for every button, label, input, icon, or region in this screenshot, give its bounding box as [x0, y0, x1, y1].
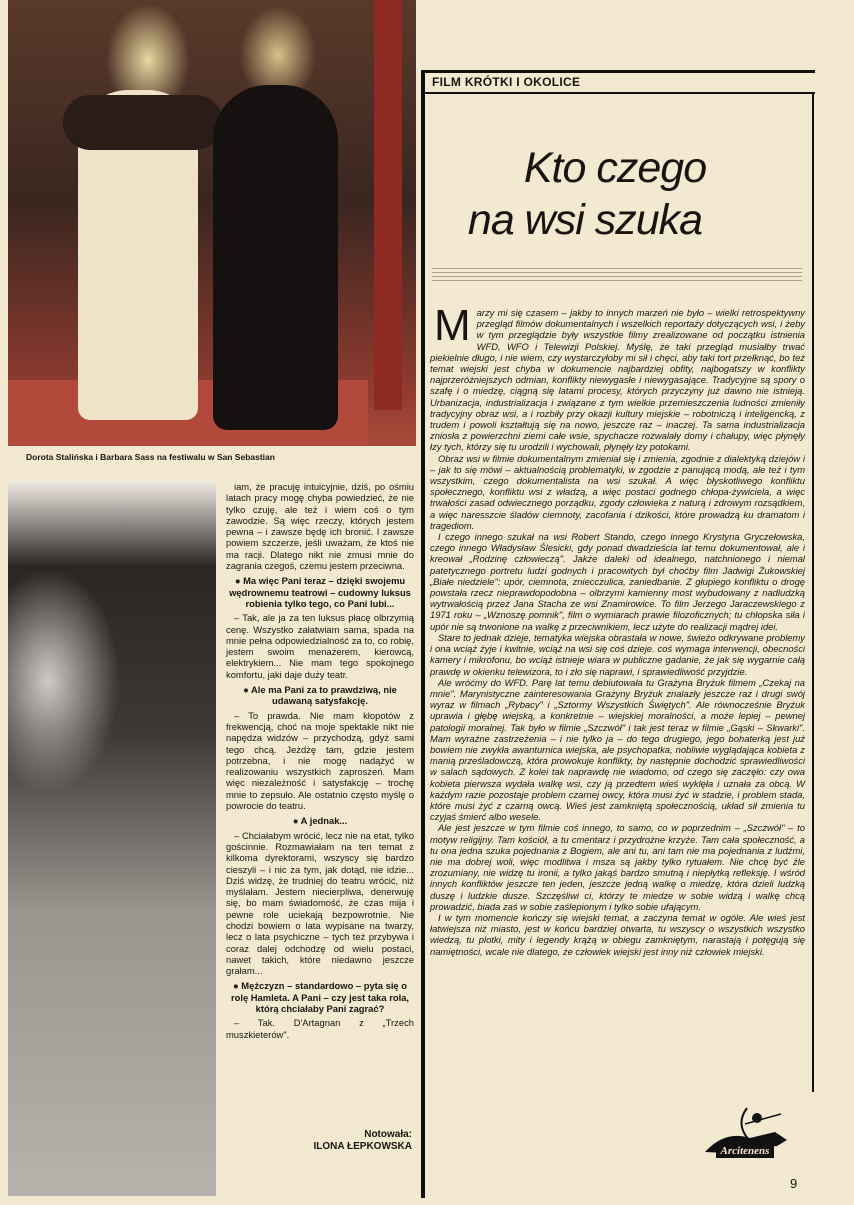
page-number: 9 — [790, 1176, 798, 1191]
article-paragraph: Obraz wsi w filmie dokumentalnym zmieniał się i zmienia, zgodnie z dialektyką dziejów i – jak to się mówi – aktualnością problematyki, w zgodzie z panującą modą, ale też i tym wszystkim, czego dokumentalista na wsi szukał. A więc błyskotliwego konfliktu społecznego, konfliktu wsi z władzą, a więc postaci godnego chłopa-żywiciela, a więc trwałości zasad odwiecznego porządku, zgody człowieka z naturą i zdrowym rozsądkiem, a więc naresszcie śladów ciemnoty, zacofania i dzikości, które prowadzą ku dramatom i tragediom. — [430, 452, 805, 531]
signature — [226, 1129, 412, 1153]
interview-answer: iam, że pracuję intuicyjnie, dziś, po ośmiu latach pracy mogę chyba powiedzieć, że nie tylko czuję, ale też i wiem coś o tym zawodzie. Są więc rzeczy, których jestem pewna – i zawsze będę ich bronić. I zawsze powiem szczerze, jeśli uważam, że ktoś nie ma racji. Dlatego nikt nie zmusi mnie do zagrania czegoś, czemu jestem przeciwna. — [226, 481, 414, 572]
portrait-photo — [8, 481, 216, 1196]
arcitenens-logo — [690, 1092, 800, 1167]
interview-question: ● A jednak... — [292, 815, 348, 827]
interview-answer: – Tak. D'Artagnan z „Trzech muszkieterów". — [226, 1017, 414, 1040]
section-label: FILM KRÓTKI I OKOLICE — [432, 75, 581, 89]
article-body — [430, 301, 805, 957]
drop-cap: M — [434, 301, 471, 350]
signature-label: Notowała: — [364, 1129, 412, 1140]
section-rule-top — [425, 70, 815, 73]
signature-name: ILONA ŁEPKOWSKA — [313, 1141, 412, 1152]
interview-column — [226, 481, 414, 1042]
logo-text: Arcitenens — [716, 1144, 775, 1158]
interview-question: ● Ale ma Pani za to prawdziwą, nie udawaną satysfakcję. — [243, 684, 397, 707]
photo-fur-stole — [63, 95, 223, 150]
article-paragraph: I czego innego szukał na wsi Robert Stando, czego innego Krystyna Gryczełowska, czego innego Władysław Ślesicki, gdy ponad dwadzieścia lat temu dokumentował, ale i kreował „Rodzinę człowieczą". Jakże daleki od idealnego, natchnionego i niemal patetycznego portretu ludzi godnych i pracowitych był choćby film Jadwigi Żukowskiej „Białe niedziele": upór, ciemnota, zniecczulica, zaniedbanie. Z głupiego konfliktu o drogę powstała rzecz nieprawdopodobna – olbrzymi kamienny most wybudowany z nadludzką wytrwałością przez Jana Stacha ze wsi Znamirowice. To film Jerzego Jaraczewskiego z 1971 roku – „Wznoszę pomnik", film o wymiarach prawie filozoficznych; tu chłopska siła i upór nie są trwonione na walkę z przeciwnikiem, lecz użyte do realizacji mądrej idei. — [430, 531, 805, 632]
article-paragraph: Ale wróćmy do WFD. Parę lat temu debiutowała tu Grażyna Bryżuk filmem „Czekaj na mnie". Marynistyczne zainteresowania Grażyny Bryżuk znalazły jeszcze raz i drugi swój wyraz w filmach „Rybacy" i „Sztormy Wszystkich Świętych". Ale równocześnie Bryżuk uprawia i głębę wiejską, a konkretnie – wiejskiej moralności, a może lepiej – pewnej patologii moralnej. Tak było w filmie „Szczwół" i tak jest teraz w filmie „Gąski – Skwarki". Mam wyraźne zastrzeżenia – i nie tylko ja – do tego drugiego, jego bohaterką jest już bowiem nie zwykła awanturnica wiejska, ale psychopatka, nobliwie wyglądająca kobieta z manią prześladowczą, która prowokuje konflikty, by następnie dochodzić sprawiedliwości w salach sądowych. Z kolei tak naprawdę nie wiadomo, od czego się zaczęło: czy owa kobieta pierwsza wydała walkę wsi, czy ją przedtem wieś wyklęła i uznała za obcą. W każdym razie pozostaje problem czarnej owcy, która musi żyć w stadzie, i problem stada, które musi żyć z czarną owcą. Wieś jest zamkniętą społecznością, układ sił zmienia tu czyjaś śmierć albo wesele. — [430, 676, 805, 823]
article-paragraph-text: arzy mi się czasem – jakby to innych marzeń nie było – wielki retrospektywny przegląd filmów dokumentalnych i wszelkich reportaży dotyczących wsi, i żeby w tym przeglądzie były wszystkie filmy zrealizowane od początku istnienia WFD, WFO i Telewizji Polskiej. Myślę, że taki przegląd musiałby trwać piekielnie długo, i nie wiem, czy wystarczyłoby mi sił i chęci, aby taki tort przełknąć, bo też temat wiejski jest chyba w dokumencie najbardziej obfity, najbogatszy w konflikty najprzeróżniejszych odmian, konflikty niewygasłe i niewygasające. Tradycyjne są spory o szafę i o miedzę, ciągną się latami procesy, których przyczyny już dawno nie istnieją. Urbanizacja, industrializacja i związane z tym wielkie przemieszczenia ludności zmieniły tradycyjny obraz wsi, a i rozbiły przy okazji kultury miejskie – robotniczą i inteligencką, z trudem i powoli kształtują się na nowo, jeszcze raz – inaczej. Ta sama industrializacja zniosła z powierzchni ziemi całe wsie, spychacze rozwalały domy i chałupy, więc płynęły łzy tych, którzy się tu urodzili i wychowali, płynęły łzy potokami. — [430, 307, 805, 453]
interview-question: ● Mężczyzn – standardowo – pyta się o rolę Hamleta. A Pani – czy jest taka rola, którą chciałaby Pani zagrać? — [230, 980, 410, 1015]
article-paragraph: Stare to jednak dzieje, tematyka wiejska obrastała w nowe, świeżo odkrywane problemy i ona wciąż żyje i kwitnie, wciąż na wsi się coś dzieje. coś wymaga interwencji, obecności kamery i mikrofonu, bo wciąż istnieje wiara w publiczne gadanie, że jak się wygarnie całą prawdę w okienku telewizora, to i zło się naprawi, i sprawiedliwość przyjdzie. — [430, 631, 805, 677]
photo-caption: Dorota Stalińska i Barbara Sass na festiwalu w San Sebastian — [26, 452, 275, 462]
festival-photo — [8, 0, 416, 446]
interview-answer: – Chciałabym wrócić, lecz nie na etat, tylko gościnnie. Rozmawiałam na ten temat z kilkoma dyrektorami, wszyscy się bardzo cieszyli – i nic za tym, jak dotąd, nie idzie... Dziś widzę, że trudniej do teatru wrócić, niż myślałam. Jestem niecierpliwa, denerwuję się, bo mam świadomość, że czas mija i pewne role uciekają bezpowrotnie. Nie chodzi bowiem o lata wypisane na twarzy, lecz o lata psychiczne – tych też przybywa i coraz dalej odchodzę od wielu postaci, nawet takich, które niedawno jeszcze grałam... — [226, 829, 414, 977]
article-paragraph: I w tym momencie kończy się wiejski temat, a zaczyna temat w ogóle. Ale wieś jest łatwiejsza niż miasto, jest w końcu bardziej otwarta, tu wszyscy o wszystkich wszystko wiedzą, tu plotki, mity i legendy krążą w obiegu zamkniętym, narastają i potęgują się namiętności, wcale nie dlatego, że człowiek wiejski jest inny niż człowiek miejski. — [430, 911, 805, 957]
section-rule-bottom — [425, 92, 815, 94]
right-border — [812, 92, 814, 1092]
interview-answer: – To prawda. Nie mam kłopotów z frekwencją, choć na moje spektakle nikt nie napędza widzów – przychodzą, gdyż sami tego chcą. Jeżdżę tam, gdzie jestem potrzebna, i nie mogę nadążyć w realizowaniu wszystkich zaproszeń. Mam więc niezależność i satysfakcję – trochę mnie to zepsuło. Ale ostatnio często myślę o powrocie do teatru. — [226, 709, 414, 812]
title-underline-rules — [432, 268, 802, 284]
article-paragraph: Ale jest jeszcze w tym filmie coś innego, to samo, co w poprzednim – „Szczwół" – to motyw religijny. Tam kościół, a tu cmentarz i przydrożne krzyże. Tam cała społeczność, a tu ona jedna szuka pojednania z Bogiem, ale ani tu, ani tam nie ma pojednania z ludźmi, nie ma dobrej woli, więc modlitwa i msza są jakby tylko rytuałem. Nie chcę być źle zrozumiany, nie widzę tu ironii, a tylko jakąś bardzo smutną i niepłytką refleksję. I wśród innych konfliktów jeszcze ten jeden, jeszcze jedną walkę o miedzę, która dzieli ludzką duszę i ludzkie dusze. Szczęśliwi ci, którzy te miedze w sobie widzą i walkę chcą prowadzić, biada zaś w sobie zaślepionym i tylko sobie ufającym. — [430, 822, 805, 912]
photo-figure-dark-dress — [213, 85, 338, 430]
article-title — [440, 142, 790, 246]
title-line-2: na wsi szuka — [467, 196, 703, 244]
article-paragraph — [430, 301, 805, 453]
interview-answer: – Tak, ale ja za ten luksus płacę olbrzymią cenę. Wszystko załatwiam sama, spada na mnie pełna odpowiedzialność za to, co robię, jestem swoim menażerem, kierowcą, elektrykiem... Nie mam tego spokojnego komfortu, jaki daje duży teatr. — [226, 612, 414, 680]
title-line-1: Kto czego — [523, 144, 707, 192]
interview-question: ● Ma więc Pani teraz – dzięki swojemu wędrownemu teatrowi – cudowny luksus robienia tylko tego, co Pani lubi... — [229, 575, 411, 609]
